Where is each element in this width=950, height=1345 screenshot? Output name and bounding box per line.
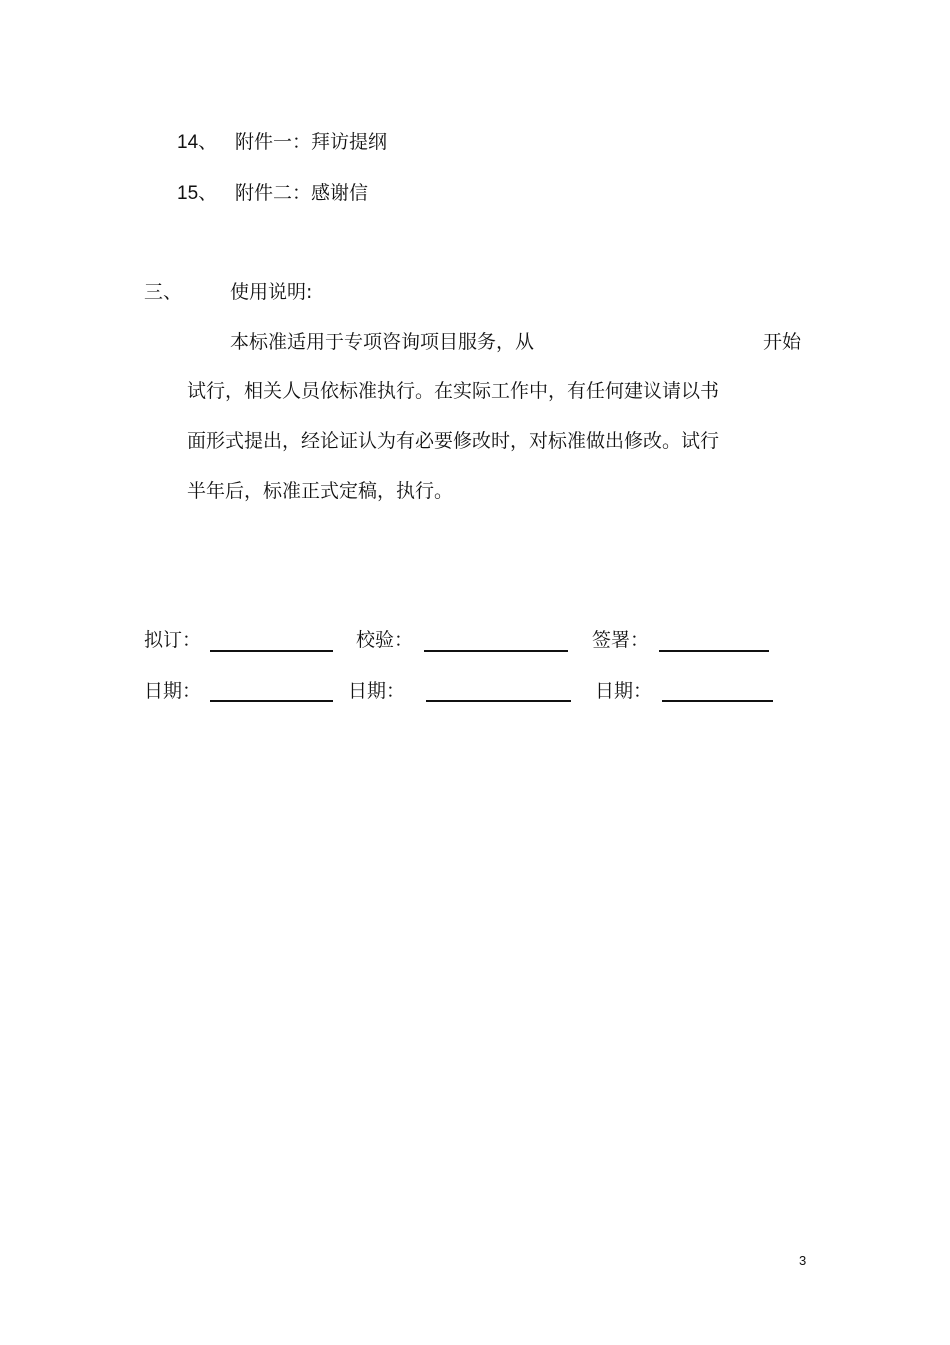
section-number: 三、: [144, 281, 183, 303]
date-label-2: 日期：: [348, 680, 406, 702]
draft-label: 拟订：: [144, 629, 202, 651]
section-title: 使用说明:: [230, 281, 313, 303]
paragraph-line-1-start: 本标准适用于专项咨询项目服务，从: [230, 331, 535, 353]
check-underline[interactable]: [424, 650, 568, 652]
paragraph-line-4: 半年后，标准正式定稿，执行。: [187, 480, 454, 502]
paragraph-line-2: 试行，相关人员依标准执行。在实际工作中，有任何建议请以书: [187, 380, 720, 402]
sign-underline[interactable]: [659, 650, 769, 652]
sign-label: 签署：: [592, 629, 650, 651]
date-label-3: 日期：: [595, 680, 653, 702]
page-number: 3: [799, 1253, 807, 1268]
draft-underline[interactable]: [210, 650, 333, 652]
check-label: 校验：: [356, 629, 414, 651]
date-label-1: 日期：: [144, 680, 202, 702]
item-15-number: 15、: [177, 183, 218, 204]
item-15-text: 附件二：感谢信: [235, 182, 369, 204]
paragraph-line-1-end: 开始: [763, 331, 802, 353]
date-underline-1[interactable]: [210, 700, 333, 702]
item-14-text: 附件一：拜访提纲: [235, 131, 388, 153]
date-underline-2[interactable]: [426, 700, 571, 702]
date-underline-3[interactable]: [662, 700, 773, 702]
paragraph-line-3: 面形式提出，经论证认为有必要修改时，对标准做出修改。试行: [187, 430, 720, 452]
item-14-number: 14、: [177, 132, 218, 153]
